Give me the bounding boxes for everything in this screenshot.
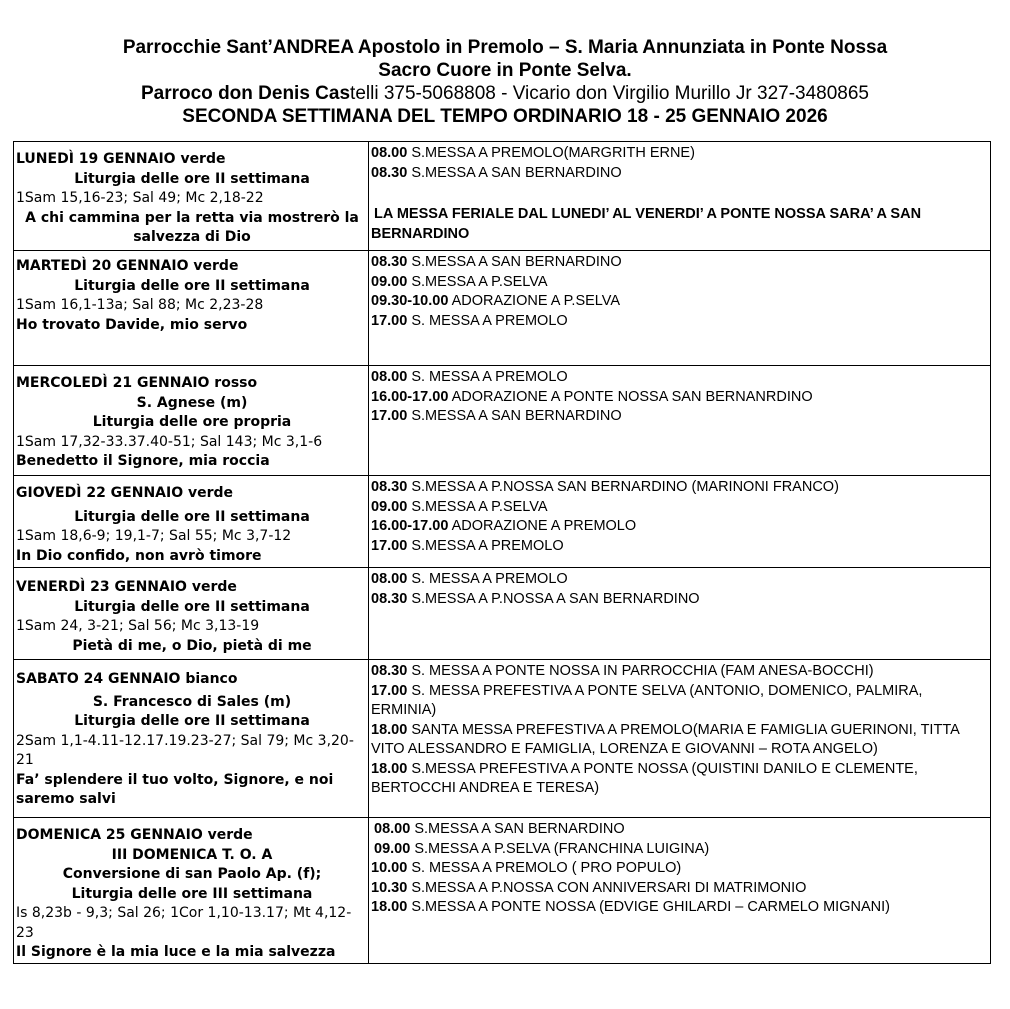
- table-row: [14, 818, 991, 964]
- saint: S. Agnese (m): [136, 394, 248, 411]
- day-title: SABATO 24 GENNAIO bianco: [16, 671, 238, 687]
- mass-item: 17.00 S.MESSA A PREMOLO: [371, 537, 564, 554]
- readings: 1Sam 16,1-13a; Sal 88; Mc 2,23-28: [16, 297, 264, 313]
- mass-item: 09.30-10.00 ADORAZIONE A P.SELVA: [371, 293, 621, 309]
- day-title: VENERDÌ 23 GENNAIO verde: [16, 579, 237, 595]
- mass-item: 18.00 S.MESSA PREFESTIVA A PONTE NOSSA (QUISTINI DANILO E CLEMENTE, BERTOCCHI ANDREA E TERESA): [371, 760, 918, 796]
- day-info: [14, 366, 369, 476]
- readings: 2Sam 1,1-4.11-12.17.19.23-27; Sal 79; Mc 3,20-21: [16, 732, 354, 768]
- mass-list: [369, 251, 991, 366]
- parishes-title: Parrocchie Sant’ANDREA Apostolo in Premolo – S. Maria Annunziata in Ponte Nossa: [122, 37, 888, 58]
- table-row: [14, 568, 991, 660]
- mass-item: 16.00-17.00 ADORAZIONE A PONTE NOSSA SAN BERNANRDINO: [371, 388, 813, 405]
- psalm-response: In Dio confido, non avrò timore: [16, 547, 262, 564]
- mass-item: 08.00 S. MESSA A PREMOLO: [371, 369, 568, 385]
- sunday-title: III DOMENICA T. O. A: [111, 846, 273, 863]
- mass-item: 17.00 S. MESSA PREFESTIVA A PONTE SELVA (ANTONIO, DOMENICO, PALMIRA, ERMINIA): [371, 682, 923, 718]
- psalm-response: Fa’ splendere il tuo volto, Signore, e noi saremo salvi: [16, 771, 334, 807]
- day-title: DOMENICA 25 GENNAIO verde: [16, 827, 253, 843]
- notice: LA MESSA FERIALE DAL LUNEDI’ AL VENERDI’ A PONTE NOSSA SARA’ A SAN BERNARDINO: [371, 206, 922, 242]
- day-title: MERCOLEDÌ 21 GENNAIO rosso: [16, 375, 258, 391]
- mass-item: 17.00 S. MESSA A PREMOLO: [371, 312, 568, 329]
- liturgy: Liturgia delle ore II settimana: [74, 277, 310, 294]
- readings: 1Sam 15,16-23; Sal 49; Mc 2,18-22: [16, 190, 264, 206]
- parishes-subtitle: Sacro Cuore in Ponte Selva.: [378, 60, 632, 81]
- mass-item: 16.00-17.00 ADORAZIONE A PREMOLO: [371, 518, 637, 534]
- mass-item: 09.00 S.MESSA A P.SELVA (FRANCHINA LUIGINA): [374, 840, 710, 857]
- psalm-response: Il Signore è la mia luce e la mia salvezza: [16, 944, 336, 960]
- liturgy: Liturgia delle ore II settimana: [74, 713, 310, 729]
- saint: S. Francesco di Sales (m): [92, 693, 292, 710]
- mass-list: [369, 568, 991, 660]
- day-info: [14, 660, 369, 818]
- liturgy: Liturgia delle ore III settimana: [71, 885, 313, 902]
- mass-item: 08.30 S.MESSA A P.NOSSA SAN BERNARDINO (MARINONI FRANCO): [371, 479, 839, 495]
- day-title: GIOVEDÌ 22 GENNAIO verde: [16, 485, 234, 501]
- readings: Is 8,23b - 9,3; Sal 26; 1Cor 1,10-13.17; Mt 4,12-23: [16, 905, 352, 941]
- liturgy: Liturgia delle ore II settimana: [74, 598, 310, 615]
- mass-list: [369, 142, 991, 251]
- mass-list: [369, 818, 991, 964]
- liturgy: Liturgia delle ore II settimana: [74, 508, 310, 525]
- table-row: [14, 142, 991, 251]
- day-info: [14, 568, 369, 660]
- mass-item: 18.00 S.MESSA A PONTE NOSSA (EDVIGE GHILARDI – CARMELO MIGNANI): [371, 899, 890, 915]
- day-info: [14, 818, 369, 964]
- table-row: [14, 476, 991, 568]
- mass-item: 08.00 S. MESSA A PREMOLO: [371, 571, 568, 587]
- mass-item: 09.00 S.MESSA A P.SELVA: [371, 498, 548, 515]
- mass-item: 08.30 S.MESSA A P.NOSSA A SAN BERNARDINO: [371, 590, 700, 607]
- readings: 1Sam 17,32-33.37.40-51; Sal 143; Mc 3,1-6: [16, 433, 323, 450]
- day-info: [14, 476, 369, 568]
- day-info: [14, 251, 369, 366]
- mass-list: [369, 366, 991, 476]
- mass-item: 17.00 S.MESSA A SAN BERNARDINO: [371, 408, 622, 424]
- psalm-response: A chi cammina per la retta via mostrerò la salvezza di Dio: [25, 209, 359, 245]
- mass-item: 08.00 S.MESSA A PREMOLO(MARGRITH ERNE): [371, 145, 695, 161]
- day-title: MARTEDÌ 20 GENNAIO verde: [16, 258, 239, 274]
- mass-item: 08.30 S.MESSA A SAN BERNARDINO: [371, 254, 622, 270]
- day-title: LUNEDÌ 19 GENNAIO verde: [16, 151, 226, 167]
- psalm-response: Pietà di me, o Dio, pietà di me: [72, 637, 312, 654]
- table-row: [14, 660, 991, 818]
- mass-item: 08.30 S. MESSA A PONTE NOSSA IN PARROCCHIA (FAM ANESA-BOCCHI): [371, 663, 874, 679]
- mass-item: 10.30 S.MESSA A P.NOSSA CON ANNIVERSARI DI MATRIMONIO: [371, 879, 807, 896]
- readings: 1Sam 18,6-9; 19,1-7; Sal 55; Mc 3,7-12: [16, 528, 292, 544]
- psalm-response: Benedetto il Signore, mia roccia: [16, 453, 270, 469]
- liturgy: Liturgia delle ore propria: [92, 414, 292, 430]
- mass-list: [369, 660, 991, 818]
- page-header: [0, 36, 1010, 128]
- readings: 1Sam 24, 3-21; Sal 56; Mc 3,13-19: [16, 618, 260, 634]
- table-row: [14, 251, 991, 366]
- clergy-line-a: Parroco don Denis Cas: [140, 83, 351, 104]
- clergy-line-b: telli: [350, 83, 379, 104]
- week-title: SECONDA SETTIMANA DEL TEMPO ORDINARIO 18 - 25 GENNAIO 2026: [182, 106, 828, 127]
- weekly-schedule-table: [13, 141, 991, 964]
- mass-item: 08.30 S.MESSA A SAN BERNARDINO: [371, 164, 622, 181]
- mass-item: 09.00 S.MESSA A P.SELVA: [371, 273, 548, 290]
- clergy-line: [0, 82, 1010, 105]
- liturgy: Liturgia delle ore II settimana: [74, 170, 310, 187]
- mass-item: 08.00 S.MESSA A SAN BERNARDINO: [374, 821, 625, 837]
- day-info: [14, 142, 369, 251]
- psalm-response: Ho trovato Davide, mio servo: [16, 316, 248, 333]
- clergy-line-c: 375-5068808 - Vicario don Virgilio Murillo Jr 327-3480865: [378, 83, 869, 104]
- table-row: [14, 366, 991, 476]
- feast: Conversione di san Paolo Ap. (f);: [62, 866, 322, 882]
- mass-item: 18.00 SANTA MESSA PREFESTIVA A PREMOLO(MARIA E FAMIGLIA GUERINONI, TITTA VITO ALESSANDRO E FAMIGLIA, LORENZA E GIOVANNI – ROTA ANGELO): [371, 721, 959, 757]
- mass-list: [369, 476, 991, 568]
- mass-item: 10.00 S. MESSA A PREMOLO ( PRO POPULO): [371, 860, 682, 876]
